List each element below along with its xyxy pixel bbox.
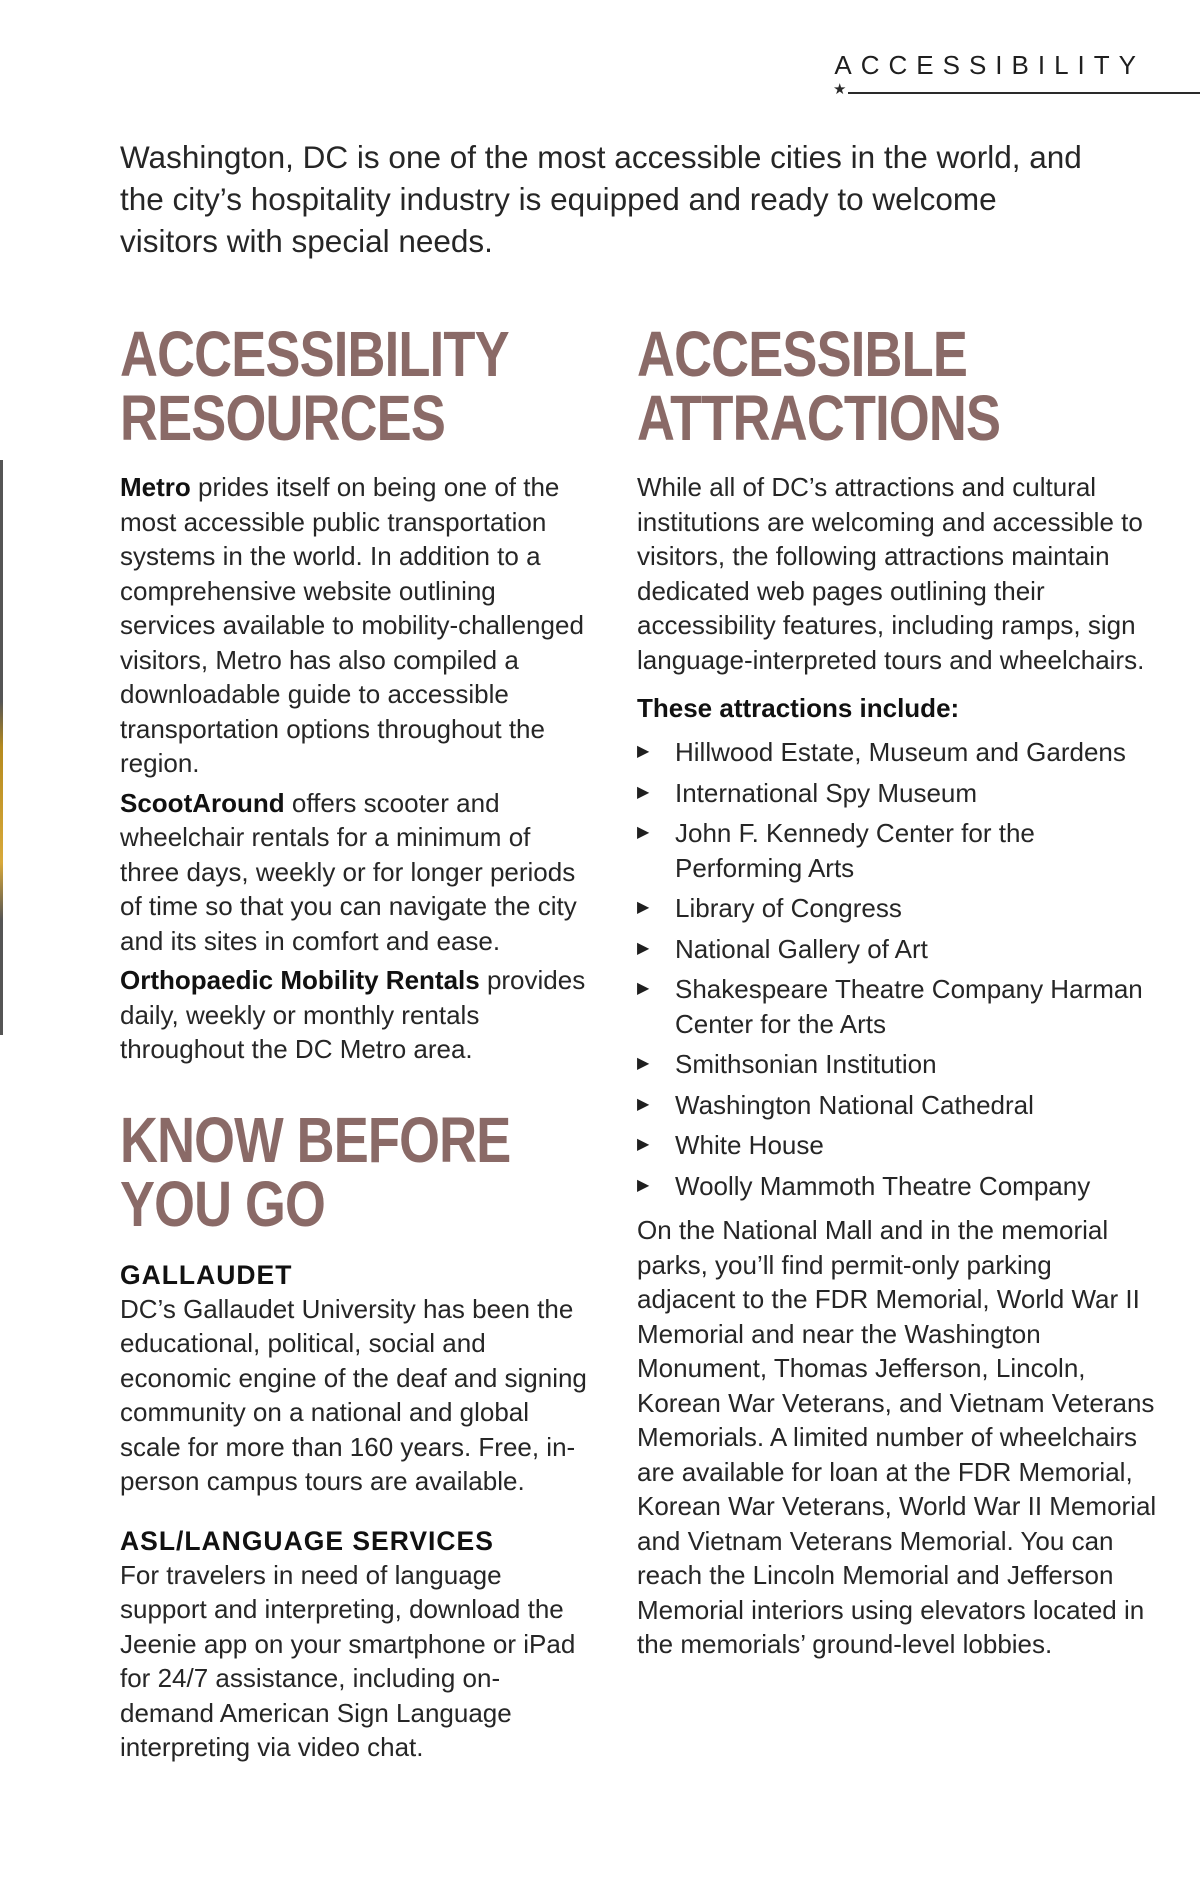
resources-heading-line2: RESOURCES [120, 382, 446, 454]
know-heading-line1: KNOW BEFORE [120, 1103, 511, 1176]
resources-heading-line1: ACCESSIBILITY [120, 318, 509, 390]
bullet-icon: ▶ [637, 1095, 650, 1113]
list-item: ▶ White House [637, 1128, 1157, 1163]
list-item: ▶ National Gallery of Art [637, 932, 1157, 967]
bullet-icon: ▶ [637, 899, 650, 916]
gallaudet-title: GALLAUDET [120, 1259, 293, 1290]
list-item: ▶ Library of Congress [637, 891, 1157, 926]
bullet-icon: ▶ [637, 1176, 650, 1194]
orthopaedic-name: Orthopaedic Mobility Rentals [120, 965, 480, 995]
attractions-intro: While all of DC’s attractions and cultural institutions are welcoming and accessible to visitors, the following attractions maintain dedicated web pages outlining their accessibility features, including ramps, sign language-interpreted tours and wheelchairs. [637, 472, 1145, 675]
bullet-icon: ▶ [637, 939, 650, 957]
bullet-icon: ▶ [637, 1136, 650, 1153]
know-heading-line2: YOU GO [120, 1167, 326, 1240]
list-item: ▶ International Spy Museum [637, 776, 1157, 811]
scootaround-name: ScootAround [120, 787, 285, 818]
list-item: ▶ Hillwood Estate, Museum and Gardens [637, 735, 1157, 770]
list-item: ▶ John F. Kennedy Center for the Performing Arts [637, 818, 1035, 883]
right-column [637, 318, 1157, 1667]
bullet-icon: ▶ [637, 783, 650, 801]
list-item: ▶ Shakespeare Theatre Company Harman Center for the Arts [637, 974, 1143, 1039]
asl-text: For travelers in need of language support and interpreting, download the Jeenie app on your smartphone or iPad for 24/7 assistance, including on-demand American Sign Language interpreting via video chat. [120, 1559, 576, 1762]
attractions-heading [637, 318, 1063, 454]
metro-name: Metro [120, 472, 191, 502]
star-icon: ★ [833, 81, 847, 98]
gallaudet-text: DC’s Gallaudet University has been the educational, political, social and economic engine of the deaf and signing community on a national and global scale for more than 160 years. Free, in-person campus tours are available. [120, 1293, 587, 1496]
attractions-heading-line1: ACCESSIBLE [637, 318, 968, 390]
orthopaedic-text: provides daily, weekly or monthly rentals throughout the DC Metro area. [120, 965, 586, 1064]
asl-title: ASL/LANGUAGE SERVICES [120, 1525, 494, 1556]
know-before-heading [120, 1103, 511, 1240]
header-rule [848, 92, 1200, 94]
left-column [120, 318, 590, 1770]
metro-paragraph [120, 470, 590, 781]
orthopaedic-paragraph [120, 963, 590, 1067]
page-edge-strip [0, 460, 3, 1035]
list-item: ▶ Smithsonian Institution [637, 1047, 1157, 1082]
attractions-list-title: These attractions include: [637, 693, 960, 723]
list-item: ▶ Woolly Mammoth Theatre Company [637, 1169, 1157, 1204]
parking-paragraph: On the National Mall and in the memorial parks, you’ll find permit-only parking adjacent to the FDR Memorial, World War II Memorial and near the Washington Monument, Thomas Jefferson, Lincoln, Korean War Veterans, and Vietnam Veterans Memorials. A limited number of wheelchairs are available for loan at the FDR Memorial, Korean War Veterans, World War II Memorial and Vietnam Veterans Memorial. You can reach the Lincoln Memorial and Jefferson Memorial interiors using elevators located in the memorials’ ground-level lobbies. [637, 1215, 1157, 1659]
section-label: ACCESSIBILITY [834, 50, 1145, 80]
bullet-icon: ▶ [637, 980, 650, 997]
attractions-list [637, 735, 1157, 1203]
bullet-icon: ▶ [637, 743, 650, 760]
intro-paragraph: Washington, DC is one of the most accessible cities in the world, and the city’s hospitality industry is equipped and ready to welcome visitors with special needs. [120, 139, 1082, 259]
bullet-icon: ▶ [637, 1055, 650, 1072]
scootaround-text: offers scooter and wheelchair rentals for a minimum of three days, weekly or for longer periods of time so that you can navigate the city and its sites in comfort and ease. [120, 787, 577, 956]
resources-heading [120, 318, 509, 454]
bullet-icon: ▶ [637, 824, 650, 841]
scootaround-paragraph [120, 786, 590, 959]
metro-text: prides itself on being one of the most accessible public transportation systems in the world. In addition to a comprehensive website outlining services available to mobility-challenged visitors, Metro has also compiled a downloadable guide to accessible transportation options throughout the region. [120, 472, 584, 778]
attractions-heading-line2: ATTRACTIONS [637, 382, 1001, 454]
list-item: ▶ Washington National Cathedral [637, 1088, 1157, 1123]
